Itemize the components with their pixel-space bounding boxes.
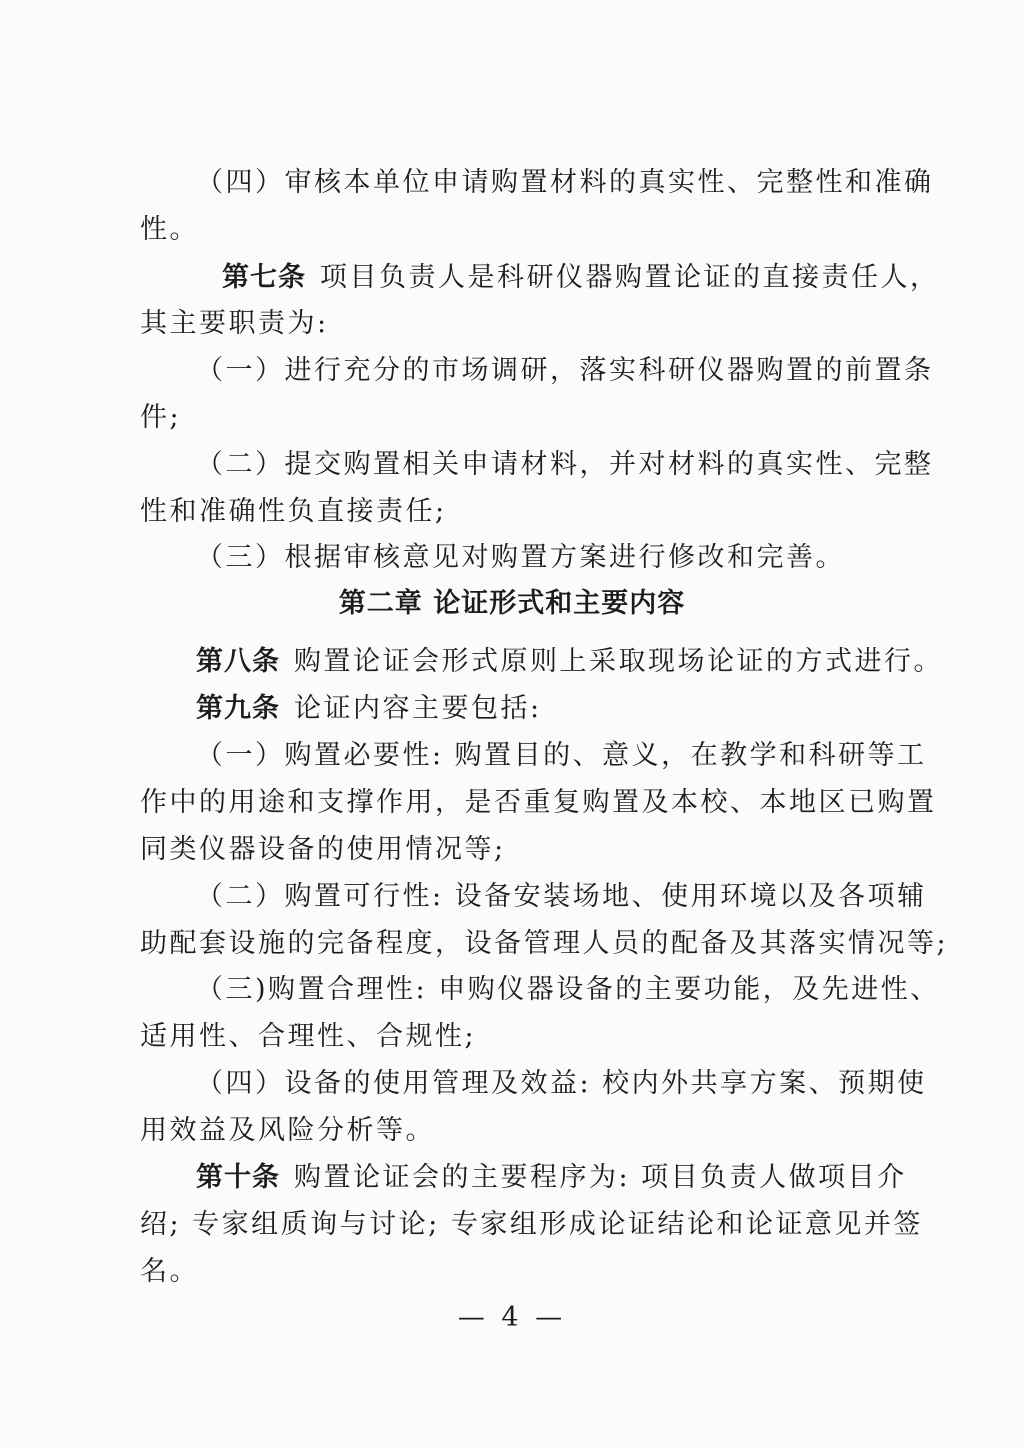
paragraph-line: 绍; 专家组质询与讨论; 专家组形成论证结论和论证意见并签	[140, 1209, 923, 1240]
paragraph-line: 适用性、合理性、合规性;	[140, 1021, 477, 1052]
paragraph-line: 名。	[140, 1256, 199, 1287]
article-ten	[196, 1155, 907, 1201]
paragraph-line: （一）进行充分的市场调研，落实科研仪器购置的前置条	[196, 355, 934, 386]
paragraph-line: 件;	[140, 402, 182, 433]
article-label: 第十条	[196, 1162, 280, 1193]
article-nine	[196, 686, 542, 732]
paragraph-line: 助配套设施的完备程度，设备管理人员的配备及其落实情况等;	[140, 928, 949, 959]
article-label: 第九条	[196, 693, 280, 724]
paragraph-line: （四）审核本单位申请购置材料的真实性、完整性和准确	[196, 167, 934, 198]
article-label: 第七条	[222, 262, 306, 293]
paragraph-line: （三）根据审核意见对购置方案进行修改和完善。	[196, 542, 845, 573]
paragraph-line: （三)购置合理性: 申购仪器设备的主要功能，及先进性、	[196, 974, 940, 1005]
paragraph-line: （一）购置必要性: 购置目的、意义，在教学和科研等工	[196, 740, 927, 771]
article-text: 论证内容主要包括:	[294, 693, 542, 724]
paragraph-line: （四）设备的使用管理及效益: 校内外共享方案、预期使	[196, 1068, 927, 1099]
paragraph-line: 同类仪器设备的使用情况等;	[140, 834, 506, 865]
page-number: — 4 —	[457, 1302, 567, 1333]
paragraph-line: （二）提交购置相关申请材料，并对材料的真实性、完整	[196, 449, 934, 480]
paragraph-line: 其主要职责为:	[140, 308, 329, 339]
article-text: 购置论证会的主要程序为: 项目负责人做项目介	[294, 1162, 907, 1193]
article-text: 购置论证会形式原则上采取现场论证的方式进行。	[294, 646, 943, 677]
paragraph-line: 作中的用途和支撑作用，是否重复购置及本校、本地区已购置	[140, 787, 937, 818]
paragraph-line: 性。	[140, 214, 199, 245]
article-label: 第八条	[196, 646, 280, 677]
paragraph-line: （二）购置可行性: 设备安装场地、使用环境以及各项辅	[196, 881, 927, 912]
article-eight	[196, 639, 943, 685]
article-text: 项目负责人是科研仪器购置论证的直接责任人，	[320, 262, 940, 293]
chapter-heading: 第二章 论证形式和主要内容	[338, 588, 686, 619]
article-seven	[222, 255, 940, 301]
paragraph-line: 性和准确性负直接责任;	[140, 496, 447, 527]
paragraph-line: 用效益及风险分析等。	[140, 1115, 435, 1146]
